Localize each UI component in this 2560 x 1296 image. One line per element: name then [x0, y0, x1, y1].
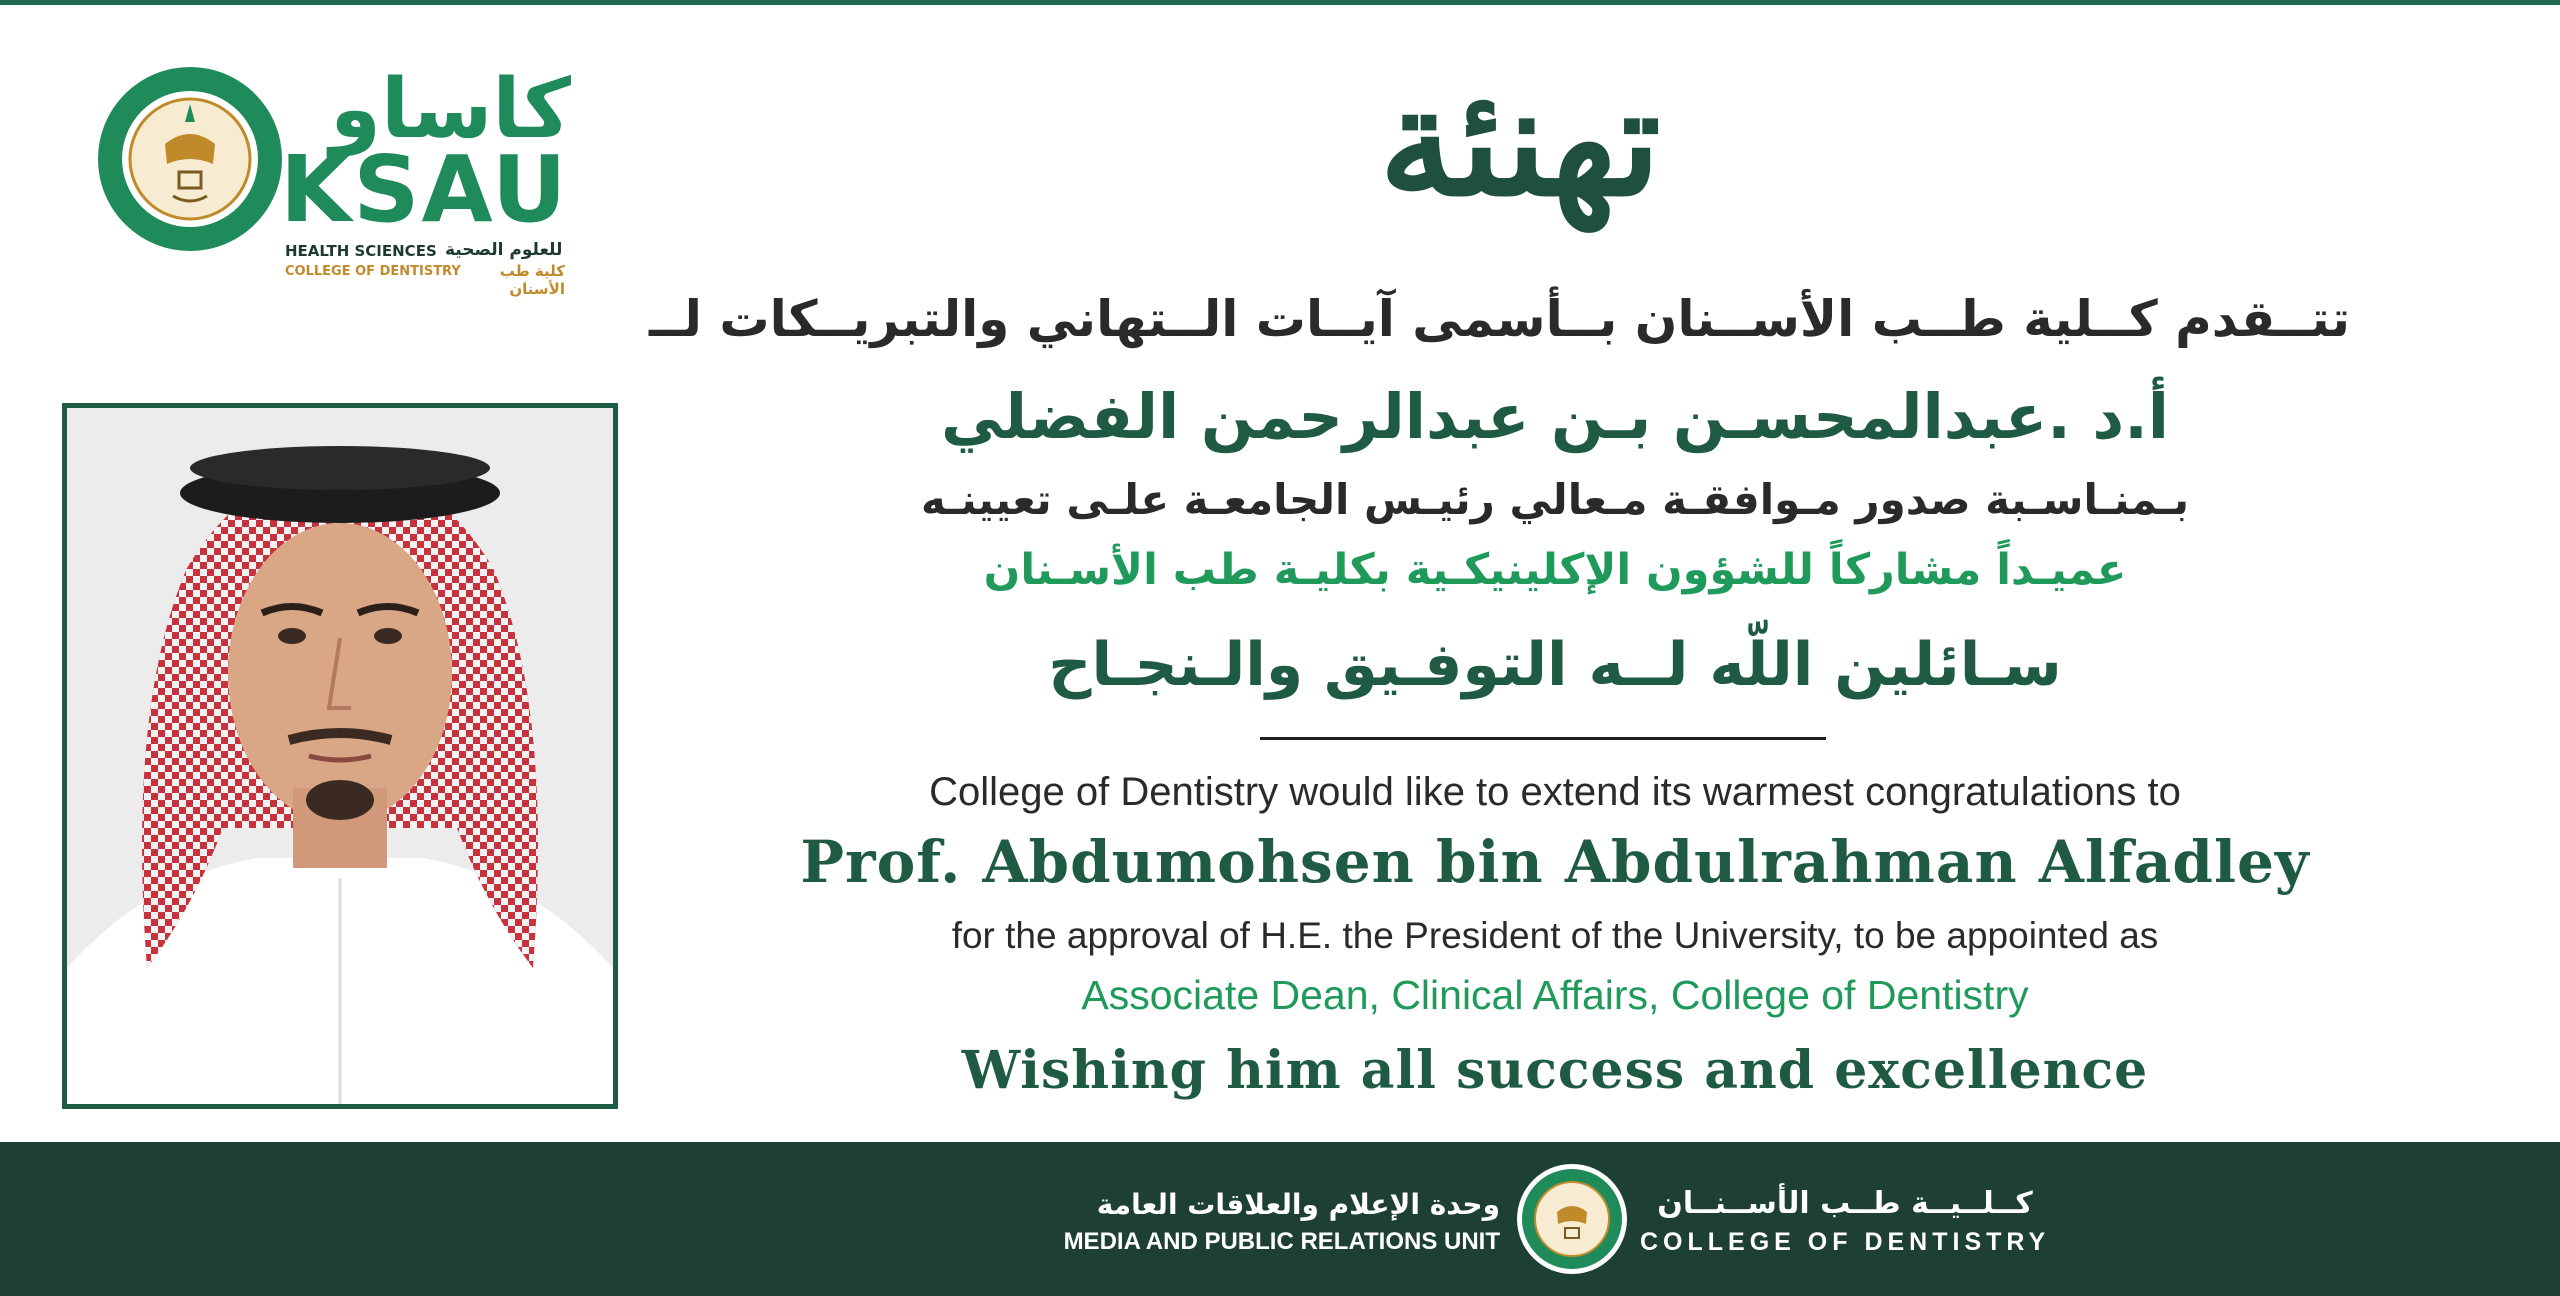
footer-bar — [0, 1142, 2560, 1296]
english-intro: College of Dentistry would like to extend its warmest congratulations to — [929, 770, 2181, 814]
english-occasion: for the approval of H.E. the President of the University, to be appointed as — [951, 915, 2159, 956]
footer-media-unit-ar: وحدة الإعلام والعلاقات العامة — [1096, 1188, 1500, 1221]
footer-college-ar: كــلــيــة طــب الأســنــان — [1657, 1186, 2033, 1221]
page-title: تهنئة — [1379, 54, 1661, 230]
logo-health-sciences-ar: للعلوم الصحية — [445, 240, 563, 260]
university-seal-icon — [95, 64, 285, 254]
top-rule — [0, 0, 2560, 5]
english-position: Associate Dean, Clinical Affairs, College of Dentistry — [1081, 972, 2029, 1018]
arabic-intro: تتــقدم كــلية طــب الأســنان بــأسمى آيــات الــتهاني والتبريــكات لــ — [648, 290, 2350, 348]
arabic-position: عميـداً مشاركاً للشؤون الإكلينيكـية بكليـة طب الأسـنان — [983, 545, 2127, 595]
portrait-photo — [62, 403, 618, 1109]
logo-health-sciences: HEALTH SCIENCES — [285, 242, 437, 260]
footer-college-en: COLLEGE OF DENTISTRY — [1640, 1228, 2051, 1256]
ksau-logo — [95, 62, 571, 298]
english-wish: Wishing him all success and excellence — [961, 1040, 2149, 1101]
logo-arabic-name: كاساو — [330, 62, 571, 157]
logo-college: COLLEGE OF DENTISTRY — [285, 264, 461, 279]
logo-college-ar: كلية طب الأسنان — [499, 262, 565, 298]
portrait-illustration — [67, 408, 613, 1104]
arabic-honoree-name: أ.د .عبدالمحسـن بـن عبدالرحمن الفضلي — [940, 380, 2169, 453]
arabic-wish: سـائلين اللّه لــه التوفـيق والـنجـاح — [1048, 630, 2062, 700]
section-divider — [1260, 737, 1826, 740]
english-honoree-name: Prof. Abdumohsen bin Abdulrahman Alfadley — [800, 828, 2310, 896]
footer-seal-icon — [1515, 1162, 1629, 1276]
footer-media-unit-en: MEDIA AND PUBLIC RELATIONS UNIT — [1063, 1228, 1500, 1255]
logo-latin-name: KSAU — [280, 136, 569, 243]
arabic-occasion: بـمنـاسـبة صدور مـوافقـة مـعالي رئيـس الجامعـة علـى تعيينـه — [920, 475, 2190, 524]
